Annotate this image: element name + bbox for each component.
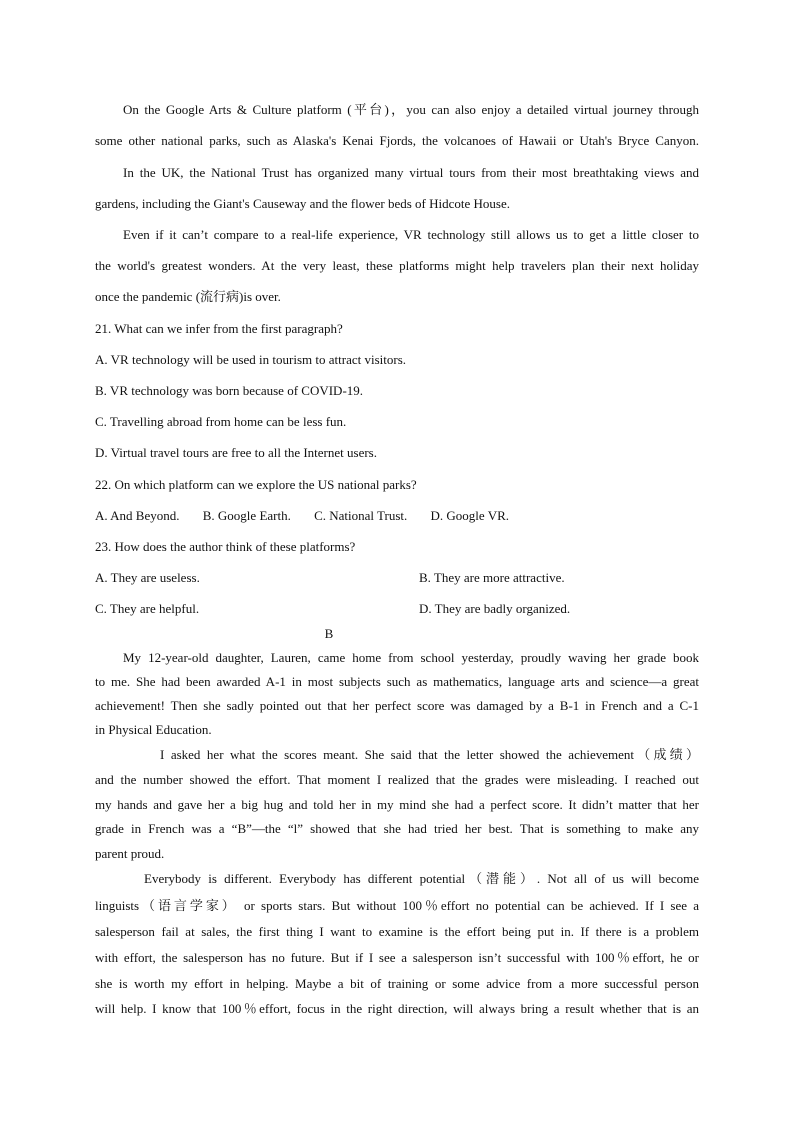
question-23-option-d: D. They are badly organized.	[419, 601, 571, 616]
passage-b-p2-line: and the number showed the effort. That moment I realized that the grades were misleading. I reached out	[95, 772, 699, 787]
passage-b-p3-line: salesperson fail at sales, the first thing I want to examine is the effort being put in. If there is a problem	[95, 924, 699, 939]
passage-b-p3-line: Everybody is different. Everybody has different potential（潜能）. Not all of us will become	[144, 871, 699, 886]
question-21-option-a: A. VR technology will be used in tourism to attract visitors.	[95, 352, 407, 367]
passage-b-p3-line: with effort, the salesperson has no future. But if I see a salesperson isn’t successful with 100％effort, he or	[95, 950, 699, 965]
passage-b-p1-line: to me. She had been awarded A-1 in most subjects such as mathematics, language arts and science—a great	[95, 674, 699, 689]
passage-a-p3-line: once the pandemic (流行病)is over.	[95, 289, 281, 304]
passage-b-p1-line: in Physical Education.	[95, 722, 212, 737]
question-23-option-c: C. They are helpful.	[95, 601, 200, 616]
question-22-option-c: C. National Trust.	[314, 508, 408, 523]
question-23-option-a: A. They are useless.	[95, 570, 200, 585]
passage-a-p1-line: On the Google Arts & Culture platform (平台)，you can also enjoy a detailed virtual journey through	[123, 102, 699, 117]
passage-b-p2-line: parent proud.	[95, 846, 165, 861]
passage-b-p3-line: linguists（语言学家） or sports stars. But without 100％effort no potential can be achieved. If I see a	[95, 898, 699, 913]
question-22-option-b: B. Google Earth.	[202, 508, 291, 523]
passage-a-p2-line: gardens, including the Giant's Causeway and the flower beds of Hidcote House.	[95, 196, 510, 211]
passage-b-letter: B	[324, 626, 334, 641]
question-23-option-b: B. They are more attractive.	[419, 570, 565, 585]
passage-b-p1-line: achievement! Then she sadly pointed out that her perfect score was damaged by a B-1 in French and a C-1	[95, 698, 699, 713]
passage-b-p3-line: will help. I know that 100％effort, focus in the right direction, will always bring a result whether that is an	[95, 1001, 699, 1016]
question-22-options	[95, 508, 699, 524]
question-21-option-d: D. Virtual travel tours are free to all the Internet users.	[95, 445, 377, 460]
question-22-option-d: D. Google VR.	[430, 508, 510, 523]
passage-b-p2-line: my hands and gave her a big hug and told her in my mind she had a perfect score. It didn’t matter that her	[95, 797, 699, 812]
passage-a-p2-line: In the UK, the National Trust has organized many virtual tours from their most breathtaking views and	[123, 165, 699, 180]
passage-b-p1-line: My 12-year-old daughter, Lauren, came home from school yesterday, proudly waving her grade book	[123, 650, 699, 665]
question-22-stem: 22. On which platform can we explore the US national parks?	[95, 477, 417, 492]
passage-a-p3-line: the world's greatest wonders. At the very least, these platforms might help travelers plan their next holiday	[95, 258, 699, 273]
passage-a-p1-line: some other national parks, such as Alaska's Kenai Fjords, the volcanoes of Hawaii or Utah's Bryce Canyon.	[95, 133, 699, 148]
passage-b-p2-line: grade in French was a “B”—the “l” showed that she had tried her best. That is something to make any	[95, 821, 699, 836]
question-21-option-c: C. Travelling abroad from home can be less fun.	[95, 414, 347, 429]
question-21-option-b: B. VR technology was born because of COVID-19.	[95, 383, 364, 398]
question-23-stem: 23. How does the author think of these platforms?	[95, 539, 356, 554]
question-22-option-a: A. And Beyond.	[95, 508, 180, 523]
question-21-stem: 21. What can we infer from the first paragraph?	[95, 321, 343, 336]
passage-a-p3-line: Even if it can’t compare to a real-life experience, VR technology still allows us to get a little closer to	[123, 227, 699, 242]
passage-b-p2-line: I asked her what the scores meant. She said that the letter showed the achievement（成绩）	[160, 747, 699, 762]
passage-b-p3-line: she is worth my effort in helping. Maybe a bit of training or some advice from a more successful person	[95, 976, 699, 991]
